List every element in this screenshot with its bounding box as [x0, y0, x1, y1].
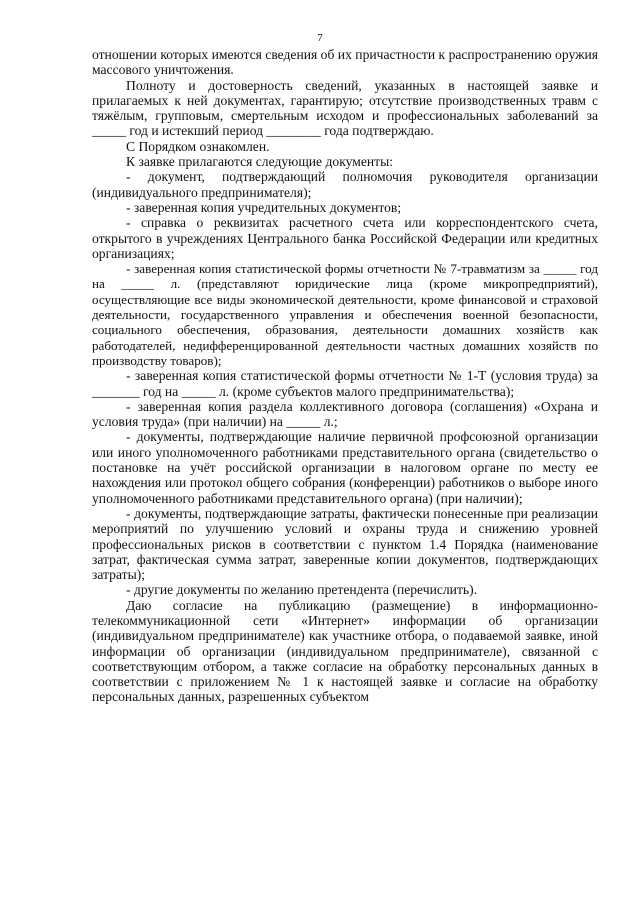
- list-item-expense-documents: - документы, подтверждающие затраты, фактически понесенные при реализации мероприятий по улучшению условий и охраны труда и снижению уровней профессиональных рисков в соответствии с пунктом 1.4 Порядка (наименование затрат, фактическая сумма затрат, заверенные копии документов, подтверждающих затраты);: [92, 505, 598, 583]
- paragraph-guarantee: Полноту и достоверность сведений, указанных в настоящей заявке и прилагаемых к ней документах, гарантирую; отсутствие производственных травм с тяжёлым, групповым, смертельным исходом и профессиональных заболеваний за _____ год и истекший период ________ года подтверждаю.: [92, 77, 598, 139]
- list-item-collective-agreement: - заверенная копия раздела коллективного договора (соглашения) «Охрана и условия труда» (при наличии) на _____ л.;: [92, 398, 598, 430]
- list-item-other-documents: - другие документы по желанию претендента (перечислить).: [126, 582, 478, 598]
- list-item-union-documents: - документы, подтверждающие наличие первичной профсоюзной организации или иного уполномоченного работниками представительного органа (свидетельство о постановке на учёт российской организации в налоговом органе по месту ее нахождения или протокол общего собрания (конференции) работников о выборе иного уполномоченного работниками представительного органа) (при наличии);: [92, 429, 598, 506]
- list-item-authority-document: - документ, подтверждающий полномочия руководителя организации (индивидуального предпринимателя);: [92, 169, 598, 200]
- list-item-form-1t: - заверенная копия статистической формы отчетности № 1-Т (условия труда) за _______ год на _____ л. (кроме субъектов малого предпринимательства);: [92, 368, 598, 399]
- paragraph-acknowledged: С Порядком ознакомлен.: [126, 138, 270, 154]
- list-item-founding-documents: - заверенная копия учредительных документов;: [126, 199, 402, 215]
- list-item-bank-details: - справка о реквизитах расчетного счета или корреспондентского счета, открытого в учреждениях Центрального банка Российской Федерации или кредитных организациях;: [92, 215, 598, 261]
- paragraph-continuation: отношении которых имеются сведения об их причастности к распространению оружия массового уничтожения.: [92, 47, 598, 78]
- page-number: 7: [317, 32, 323, 44]
- list-item-form-7-injury: - заверенная копия статистической формы отчетности № 7-травматизм за _____ год на _____ л. (представляют юридические лица (кроме микропредприятий), осуществляющие все виды экономической деятельности, кроме финансовой и страховой деятельности, государственного управления и обеспечения военной безопасности, социального обеспечения, образования, деятельности домашних хозяйств как работодателей, недифференцированной деятельности частных домашних хозяйств по производству товаров);: [92, 261, 598, 368]
- paragraph-consent: Даю согласие на публикацию (размещение) в информационно-телекоммуникационной сети «Интернет» информации об организации (индивидуальном предпринимателе) как участнике отбора, о подаваемой заявке, иной информации об организации (индивидуальном предпринимателе), связанной с соответствующим отбором, а также согласие на обработку персональных данных в соответствии с приложением № 1 к настоящей заявке и согласие на обработку персональных данных, разрешенных субъектом: [92, 597, 598, 705]
- document-body: [92, 47, 598, 705]
- paragraph-attachments-intro: К заявке прилагаются следующие документы:: [126, 154, 393, 170]
